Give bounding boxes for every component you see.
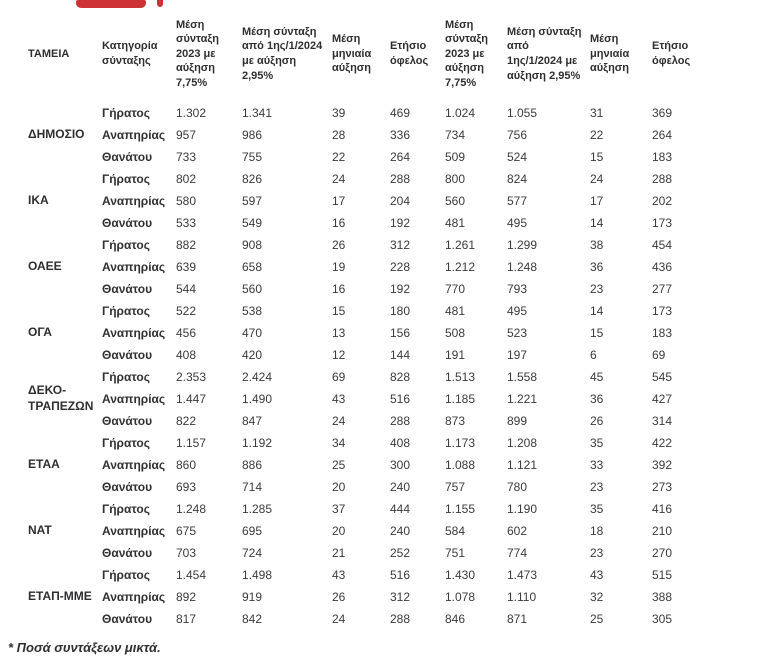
table-row — [28, 212, 711, 234]
table-row — [28, 102, 711, 124]
fund-cell: ΟΓΑ — [28, 325, 52, 340]
category-cell: Θανάτου — [102, 546, 153, 560]
value-cell: 871 — [507, 612, 528, 626]
value-cell: 16 — [332, 216, 346, 230]
value-cell: 43 — [332, 568, 346, 582]
footnote: * Ποσά συντάξεων μικτά. — [8, 640, 161, 655]
table-row — [28, 344, 711, 366]
value-cell: 2.353 — [176, 370, 207, 384]
value-cell: 45 — [590, 370, 604, 384]
value-cell: 388 — [652, 590, 673, 604]
value-cell: 436 — [652, 260, 673, 274]
value-cell: 639 — [176, 260, 197, 274]
value-cell: 481 — [445, 216, 466, 230]
value-cell: 300 — [390, 458, 411, 472]
table-row — [28, 476, 711, 498]
value-cell: 1.498 — [242, 568, 273, 582]
table-row — [28, 542, 711, 564]
category-cell: Αναπηρίας — [102, 128, 166, 142]
value-cell: 658 — [242, 260, 263, 274]
value-cell: 860 — [176, 458, 197, 472]
value-cell: 757 — [445, 480, 466, 494]
value-cell: 549 — [242, 216, 263, 230]
value-cell: 516 — [390, 568, 411, 582]
category-cell: Γήρατος — [102, 172, 150, 186]
value-cell: 1.285 — [242, 502, 273, 516]
table-row — [28, 168, 711, 190]
value-cell: 39 — [332, 106, 346, 120]
category-cell: Θανάτου — [102, 414, 153, 428]
value-cell: 210 — [652, 524, 673, 538]
fund-cell: ΕΤΑΑ — [28, 457, 60, 472]
value-cell: 26 — [332, 590, 346, 604]
value-cell: 1.473 — [507, 568, 538, 582]
table-row — [28, 190, 711, 212]
value-cell: 495 — [507, 304, 528, 318]
value-cell: 26 — [590, 414, 604, 428]
category-cell: Γήρατος — [102, 370, 150, 384]
col-header-annual-benefit-a: Ετήσιο όφελος — [390, 40, 429, 67]
col-header-avg-2023-b: Μέση σύνταξη 2023 με αύξηση 7,75% — [445, 18, 489, 89]
value-cell: 277 — [652, 282, 673, 296]
value-cell: 408 — [390, 436, 411, 450]
value-cell: 524 — [507, 150, 528, 164]
value-cell: 470 — [242, 326, 263, 340]
value-cell: 264 — [652, 128, 673, 142]
value-cell: 560 — [242, 282, 263, 296]
value-cell: 703 — [176, 546, 197, 560]
value-cell: 173 — [652, 304, 673, 318]
value-cell: 714 — [242, 480, 263, 494]
value-cell: 842 — [242, 612, 263, 626]
value-cell: 24 — [590, 172, 604, 186]
col-header-monthly-incr-b: Μέση μηνιαία αύξηση — [590, 33, 630, 75]
value-cell: 305 — [652, 612, 673, 626]
col-header-category: Κατηγορία σύνταξης — [102, 40, 158, 67]
value-cell: 826 — [242, 172, 263, 186]
value-cell: 1.261 — [445, 238, 476, 252]
value-cell: 15 — [590, 326, 604, 340]
value-cell: 1.513 — [445, 370, 476, 384]
table-row — [28, 234, 711, 256]
value-cell: 675 — [176, 524, 197, 538]
table-row — [28, 608, 711, 630]
value-cell: 26 — [332, 238, 346, 252]
table-row — [28, 146, 711, 168]
value-cell: 202 — [652, 194, 673, 208]
value-cell: 538 — [242, 304, 263, 318]
table-row — [28, 322, 711, 344]
value-cell: 25 — [590, 612, 604, 626]
value-cell: 21 — [332, 546, 346, 560]
value-cell: 416 — [652, 502, 673, 516]
value-cell: 312 — [390, 590, 411, 604]
value-cell: 240 — [390, 524, 411, 538]
value-cell: 20 — [332, 480, 346, 494]
value-cell: 560 — [445, 194, 466, 208]
value-cell: 824 — [507, 172, 528, 186]
value-cell: 456 — [176, 326, 197, 340]
value-cell: 427 — [652, 392, 673, 406]
value-cell: 1.208 — [507, 436, 538, 450]
value-cell: 35 — [590, 436, 604, 450]
fund-cell: ΟΑΕΕ — [28, 259, 62, 274]
value-cell: 28 — [332, 128, 346, 142]
value-cell: 734 — [445, 128, 466, 142]
col-header-annual-benefit-b: Ετήσιο όφελος — [652, 40, 691, 67]
col-header-avg-2024-b: Μέση σύνταξη από 1ης/1/2024 με αύξηση 2,95% — [507, 25, 582, 82]
value-cell: 1.341 — [242, 106, 273, 120]
value-cell: 515 — [652, 568, 673, 582]
value-cell: 1.221 — [507, 392, 538, 406]
col-header-avg-2024-a: Μέση σύνταξη από 1ης/1/2024 με αύξηση 2,95% — [242, 25, 323, 82]
fund-cell: ΙΚΑ — [28, 193, 49, 208]
value-cell: 770 — [445, 282, 466, 296]
value-cell: 18 — [590, 524, 604, 538]
value-cell: 34 — [332, 436, 346, 450]
table-row — [28, 454, 711, 476]
table-row — [28, 586, 711, 608]
value-cell: 986 — [242, 128, 263, 142]
category-cell: Γήρατος — [102, 106, 150, 120]
value-cell: 192 — [390, 216, 411, 230]
value-cell: 204 — [390, 194, 411, 208]
value-cell: 1.190 — [507, 502, 538, 516]
value-cell: 780 — [507, 480, 528, 494]
value-cell: 892 — [176, 590, 197, 604]
category-cell: Γήρατος — [102, 568, 150, 582]
value-cell: 17 — [590, 194, 604, 208]
value-cell: 899 — [507, 414, 528, 428]
category-cell: Αναπηρίας — [102, 392, 166, 406]
value-cell: 38 — [590, 238, 604, 252]
value-cell: 774 — [507, 546, 528, 560]
value-cell: 1.212 — [445, 260, 476, 274]
value-cell: 495 — [507, 216, 528, 230]
category-cell: Αναπηρίας — [102, 590, 166, 604]
value-cell: 36 — [590, 260, 604, 274]
value-cell: 1.155 — [445, 502, 476, 516]
value-cell: 1.192 — [242, 436, 273, 450]
value-cell: 270 — [652, 546, 673, 560]
value-cell: 24 — [332, 612, 346, 626]
value-cell: 24 — [332, 172, 346, 186]
value-cell: 1.454 — [176, 568, 207, 582]
fund-cell: ΝΑΤ — [28, 523, 52, 538]
value-cell: 183 — [652, 326, 673, 340]
value-cell: 6 — [590, 348, 597, 362]
value-cell: 508 — [445, 326, 466, 340]
category-cell: Θανάτου — [102, 216, 153, 230]
value-cell: 173 — [652, 216, 673, 230]
value-cell: 22 — [332, 150, 346, 164]
category-cell: Αναπηρίας — [102, 524, 166, 538]
value-cell: 1.299 — [507, 238, 538, 252]
value-cell: 369 — [652, 106, 673, 120]
value-cell: 24 — [332, 414, 346, 428]
value-cell: 183 — [652, 150, 673, 164]
table-row — [28, 432, 711, 454]
value-cell: 1.088 — [445, 458, 476, 472]
value-cell: 240 — [390, 480, 411, 494]
category-cell: Αναπηρίας — [102, 260, 166, 274]
category-cell: Θανάτου — [102, 282, 153, 296]
category-cell: Γήρατος — [102, 238, 150, 252]
value-cell: 156 — [390, 326, 411, 340]
value-cell: 23 — [590, 282, 604, 296]
value-cell: 264 — [390, 150, 411, 164]
value-cell: 584 — [445, 524, 466, 538]
value-cell: 33 — [590, 458, 604, 472]
col-header-funds: ΤΑΜΕΙΑ — [28, 47, 70, 60]
fund-cell: ΔΕΚΟ-ΤΡΑΠΕΖΩΝ — [28, 383, 94, 413]
value-cell: 800 — [445, 172, 466, 186]
table-row — [28, 498, 711, 520]
header-row — [28, 4, 711, 102]
value-cell: 919 — [242, 590, 263, 604]
value-cell: 408 — [176, 348, 197, 362]
value-cell: 516 — [390, 392, 411, 406]
category-cell: Γήρατος — [102, 436, 150, 450]
value-cell: 1.055 — [507, 106, 538, 120]
value-cell: 392 — [652, 458, 673, 472]
col-header-avg-2023-a: Μέση σύνταξη 2023 με αύξηση 7,75% — [176, 18, 220, 89]
category-cell: Γήρατος — [102, 304, 150, 318]
value-cell: 69 — [652, 348, 666, 362]
value-cell: 336 — [390, 128, 411, 142]
value-cell: 23 — [590, 480, 604, 494]
value-cell: 25 — [332, 458, 346, 472]
value-cell: 288 — [390, 612, 411, 626]
value-cell: 724 — [242, 546, 263, 560]
value-cell: 1.248 — [507, 260, 538, 274]
value-cell: 20 — [332, 524, 346, 538]
table-row — [28, 256, 711, 278]
value-cell: 16 — [332, 282, 346, 296]
value-cell: 533 — [176, 216, 197, 230]
value-cell: 312 — [390, 238, 411, 252]
value-cell: 846 — [445, 612, 466, 626]
value-cell: 847 — [242, 414, 263, 428]
value-cell: 1.447 — [176, 392, 207, 406]
table-row — [28, 124, 711, 146]
value-cell: 481 — [445, 304, 466, 318]
value-cell: 192 — [390, 282, 411, 296]
value-cell: 69 — [332, 370, 346, 384]
value-cell: 886 — [242, 458, 263, 472]
value-cell: 180 — [390, 304, 411, 318]
value-cell: 469 — [390, 106, 411, 120]
value-cell: 580 — [176, 194, 197, 208]
category-cell: Αναπηρίας — [102, 458, 166, 472]
value-cell: 15 — [590, 150, 604, 164]
value-cell: 14 — [590, 304, 604, 318]
value-cell: 1.024 — [445, 106, 476, 120]
value-cell: 252 — [390, 546, 411, 560]
value-cell: 1.157 — [176, 436, 207, 450]
table-row — [28, 520, 711, 542]
value-cell: 43 — [590, 568, 604, 582]
value-cell: 1.302 — [176, 106, 207, 120]
value-cell: 37 — [332, 502, 346, 516]
value-cell: 602 — [507, 524, 528, 538]
value-cell: 545 — [652, 370, 673, 384]
value-cell: 1.173 — [445, 436, 476, 450]
value-cell: 1.558 — [507, 370, 538, 384]
value-cell: 144 — [390, 348, 411, 362]
value-cell: 31 — [590, 106, 604, 120]
value-cell: 597 — [242, 194, 263, 208]
value-cell: 693 — [176, 480, 197, 494]
table-row — [28, 278, 711, 300]
value-cell: 420 — [242, 348, 263, 362]
value-cell: 422 — [652, 436, 673, 450]
table-row — [28, 564, 711, 586]
category-cell: Θανάτου — [102, 348, 153, 362]
value-cell: 35 — [590, 502, 604, 516]
value-cell: 817 — [176, 612, 197, 626]
pension-table — [28, 4, 711, 630]
value-cell: 802 — [176, 172, 197, 186]
value-cell: 1.078 — [445, 590, 476, 604]
value-cell: 882 — [176, 238, 197, 252]
value-cell: 1.490 — [242, 392, 273, 406]
value-cell: 577 — [507, 194, 528, 208]
category-cell: Θανάτου — [102, 612, 153, 626]
value-cell: 288 — [652, 172, 673, 186]
value-cell: 43 — [332, 392, 346, 406]
value-cell: 12 — [332, 348, 346, 362]
table-body — [28, 102, 711, 630]
value-cell: 509 — [445, 150, 466, 164]
value-cell: 1.430 — [445, 568, 476, 582]
value-cell: 191 — [445, 348, 466, 362]
category-cell: Θανάτου — [102, 480, 153, 494]
value-cell: 288 — [390, 414, 411, 428]
value-cell: 444 — [390, 502, 411, 516]
value-cell: 1.121 — [507, 458, 538, 472]
value-cell: 695 — [242, 524, 263, 538]
category-cell: Θανάτου — [102, 150, 153, 164]
col-header-monthly-incr-a: Μέση μηνιαία αύξηση — [332, 33, 372, 75]
value-cell: 522 — [176, 304, 197, 318]
value-cell: 908 — [242, 238, 263, 252]
value-cell: 873 — [445, 414, 466, 428]
value-cell: 22 — [590, 128, 604, 142]
category-cell: Γήρατος — [102, 502, 150, 516]
category-cell: Αναπηρίας — [102, 194, 166, 208]
value-cell: 751 — [445, 546, 466, 560]
value-cell: 454 — [652, 238, 673, 252]
value-cell: 23 — [590, 546, 604, 560]
value-cell: 32 — [590, 590, 604, 604]
value-cell: 13 — [332, 326, 346, 340]
value-cell: 755 — [242, 150, 263, 164]
value-cell: 19 — [332, 260, 346, 274]
category-cell: Αναπηρίας — [102, 326, 166, 340]
table-row — [28, 410, 711, 432]
value-cell: 793 — [507, 282, 528, 296]
value-cell: 828 — [390, 370, 411, 384]
table-row — [28, 366, 711, 388]
value-cell: 1.110 — [507, 590, 537, 604]
value-cell: 228 — [390, 260, 411, 274]
table-row — [28, 388, 711, 410]
value-cell: 1.185 — [445, 392, 476, 406]
value-cell: 314 — [652, 414, 673, 428]
value-cell: 756 — [507, 128, 528, 142]
value-cell: 15 — [332, 304, 346, 318]
fund-cell: ΔΗΜΟΣΙΟ — [28, 127, 85, 142]
value-cell: 1.248 — [176, 502, 207, 516]
value-cell: 36 — [590, 392, 604, 406]
value-cell: 822 — [176, 414, 197, 428]
value-cell: 14 — [590, 216, 604, 230]
value-cell: 273 — [652, 480, 673, 494]
value-cell: 288 — [390, 172, 411, 186]
table-row — [28, 300, 711, 322]
value-cell: 197 — [507, 348, 528, 362]
value-cell: 733 — [176, 150, 197, 164]
value-cell: 544 — [176, 282, 197, 296]
value-cell: 523 — [507, 326, 528, 340]
value-cell: 957 — [176, 128, 197, 142]
fund-cell: ΕΤΑΠ-ΜΜΕ — [28, 589, 92, 604]
value-cell: 17 — [332, 194, 346, 208]
value-cell: 2.424 — [242, 370, 273, 384]
